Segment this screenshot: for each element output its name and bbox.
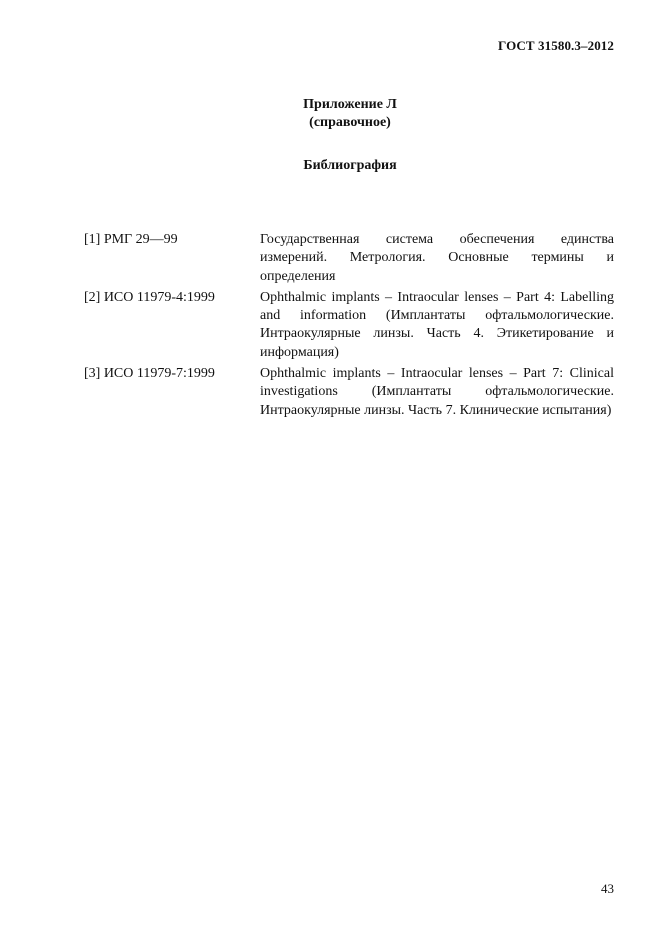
document-code: ГОСТ 31580.3–2012 <box>498 38 614 53</box>
entry-description: Ophthalmic implants – Intraocular lenses – Part 7: Clinical investigations (Имплантаты офтальмологические. Интраокулярные линзы. Часть 7. Клинические испытания) <box>260 366 614 418</box>
entry-description: Ophthalmic implants – Intraocular lenses – Part 4: Labelling and information (Имплантаты офтальмологические. Интраокулярные линзы. Часть 4. Этикетирование и информация) <box>260 289 614 360</box>
bibliography-entry <box>84 365 614 420</box>
entry-reference: [3] ИСО 11979-7:1999 <box>84 366 215 382</box>
bibliography-heading: Библиография <box>303 158 397 173</box>
appendix-subtitle: (справочное) <box>309 115 391 130</box>
bibliography-list <box>84 231 614 423</box>
entry-reference: [1] РМГ 29—99 <box>84 232 178 247</box>
entry-description: Государственная система обеспечения единства измерений. Метрология. Основные термины и определения <box>260 232 614 284</box>
page-number: 43 <box>601 881 614 896</box>
appendix-title: Приложение Л <box>303 97 397 112</box>
bibliography-entry <box>84 289 614 362</box>
entry-reference: [2] ИСО 11979-4:1999 <box>84 289 215 305</box>
bibliography-entry <box>84 231 614 286</box>
appendix-heading <box>0 96 661 132</box>
